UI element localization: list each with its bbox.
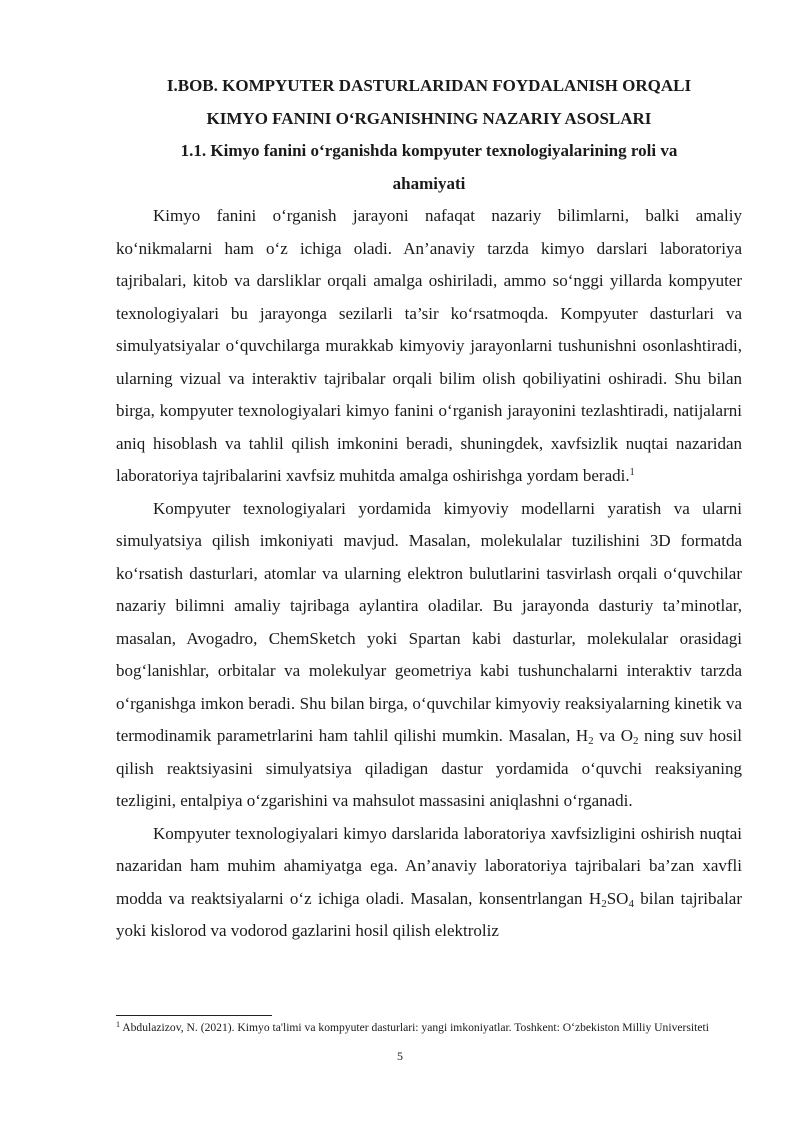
footnote-reference: 1 <box>629 467 635 478</box>
subscript: 2 <box>588 735 594 747</box>
subscript: 2 <box>633 735 639 747</box>
paragraph-3-text-c: bilan tajribalar yoki kislorod va vodorod gazlarini hosil qilish elektroliz <box>116 888 743 940</box>
section-title-line-1: 1.1. Kimyo fanini o‘rganishda kompyuter texnologiyalarining roli va <box>180 141 678 160</box>
section-title-line-2: ahamiyati <box>392 173 466 193</box>
chapter-title-line-1: I.BOB. KOMPYUTER DASTURLARIDAN FOYDALANISH ORQALI <box>166 76 692 95</box>
paragraph-3-text-b: SO <box>606 888 629 908</box>
paragraph-2 <box>116 493 742 818</box>
paragraph-2-text-a: Kompyuter texnologiyalari yordamida kimyoviy modellarni yaratish va ularni simulyatsiya qilish imkoniyati mavjud. Masalan, molekulalar tuzilishini 3D formatda ko‘rsatish dasturlari, atomlar va ularning elektron bulutlarini tasvirlash orqali o‘quvchilar nazariy bilimni amaliy tajribaga aylantira oladilar. Bu jarayonda dasturiy ta’minotlar, masalan, Avogadro, ChemSketch yoki Spartan kabi dasturlar, molekulalar orasidagi bog‘lanishlar, orbitalar va molekulyar geometriya kabi tushunchalarni interaktiv tarzda o‘rganishga imkon beradi. Shu bilan birga, o‘quvchilar kimyoviy reaksiyalarning kinetik va termodinamik parametrlarini ham tahlil qilishi mumkin. Masalan, H <box>116 498 742 745</box>
subscript: 2 <box>601 897 607 910</box>
chapter-title-line-2: KIMYO FANINI O‘RGANISHNING NAZARIY ASOSLARI <box>206 108 652 128</box>
page-body <box>116 70 742 948</box>
footnote-text: Abdulazizov, N. (2021). Kimyo ta'limi va kompyuter dasturlari: yangi imkoniyatlar. Toshkent: O‘zbekiston Milliy Universiteti <box>120 1021 709 1034</box>
paragraph-1-text: Kimyo fanini o‘rganish jarayoni nafaqat nazariy bilimlarni, balki amaliy ko‘nikmalarni ham o‘z ichiga oladi. An’anaviy tarzda kimyo darslari laboratoriya tajribalari, kitob va darsliklar orqali amalga oshiriladi, ammo so‘nggi yillarda kompyuter texnologiyalari bu jarayonga sezilarli ta’sir ko‘rsatmoqda. Kompyuter dasturlari va simulyatsiyalar o‘quvchilarga murakkab kimyoviy jarayonlarni tushunishni osonlashtiradi, ularning vizual va interaktiv tajribalar orqali bilim olish qobiliyatini oshiradi. Shu bilan birga, kompyuter texnologiyalari kimyo fanini o‘rganish jarayonini tezlashtiradi, natijalarni aniq hisoblash va tahlil qilish imkonini beradi, shuningdek, xavfsizlik nuqtai nazaridan laboratoriya tajribalarini xavfsiz muhitda amalga oshirishga yordam beradi. <box>116 206 742 485</box>
footnote-number: 1 <box>116 1020 120 1029</box>
paragraph-3 <box>116 818 742 948</box>
paragraph-3-text-a: Kompyuter texnologiyalari kimyo darslarida laboratoriya xavfsizligini oshirish nuqtai nazaridan ham muhim ahamiyatga ega. An’anaviy laboratoriya tajribalari ba’zan xavfli modda va reaktsiyalarni o‘z ichiga oladi. Masalan, konsentrlangan H <box>116 823 742 908</box>
paragraph-1 <box>116 200 742 493</box>
paragraph-2-text-b: va O <box>593 726 634 745</box>
footnote <box>116 1020 742 1035</box>
subscript: 4 <box>628 897 634 910</box>
paragraph-2-text-c: ning suv hosil qilish reaktsiyasini simulyatsiya qiladigan dastur yordamida o‘quvchi reaksiyaning tezligini, entalpiya o‘zgarishini va mahsulot massasini aniqlashni o‘rganadi. <box>116 726 743 810</box>
footnote-divider <box>116 1015 272 1016</box>
page-number: 5 <box>397 1049 403 1063</box>
